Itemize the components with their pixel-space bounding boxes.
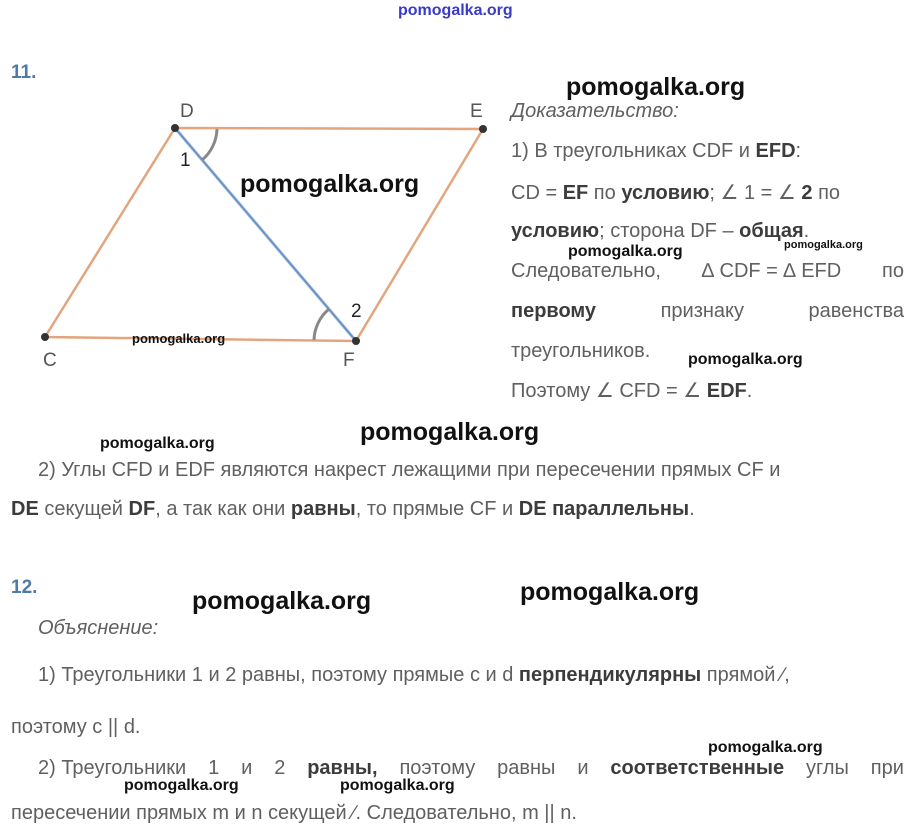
parallelogram-figure: [0, 95, 500, 385]
proof-line-6: треугольников.: [511, 340, 651, 362]
watermark: pomogalka.org: [568, 243, 683, 260]
label-angle-2: 2: [351, 301, 362, 322]
proof-step-1: 1) В треугольниках CDF и EFD:: [511, 140, 802, 162]
explanation-p2-line-2: пересечении прямых m и n секущей ∕. Следовательно, m || n.: [11, 802, 577, 824]
explanation-title: Объяснение:: [38, 617, 159, 639]
watermark: pomogalka.org: [566, 73, 746, 101]
proof-title: Доказательство:: [511, 100, 679, 122]
watermark: pomogalka.org: [360, 418, 540, 446]
watermark: pomogalka.org: [708, 739, 823, 756]
watermark: pomogalka.org: [192, 587, 372, 615]
point-f: [352, 337, 360, 345]
point-e: [479, 125, 487, 133]
watermark: pomogalka.org: [340, 777, 455, 794]
proof-line-4: Следовательно, ∆ CDF = ∆ EFD по: [511, 260, 904, 282]
explanation-p1-line-2: поэтому c || d.: [11, 716, 141, 738]
proof-line-5: первому признаку равенства: [511, 300, 904, 322]
task-11-number: 11.: [11, 62, 37, 83]
watermark-top: pomogalka.org: [398, 2, 513, 19]
step-2-line-2: DE секущей DF, а так как они равны, то прямые CF и DE параллельны.: [11, 498, 695, 520]
proof-line-3: условию; сторона DF – общая.: [511, 220, 810, 242]
watermark: pomogalka.org: [132, 331, 226, 346]
watermark: pomogalka.org: [100, 435, 215, 452]
explanation-p1-line-1: 1) Треугольники 1 и 2 равны, поэтому прямые c и d перпендикулярны прямой ∕,: [38, 664, 790, 686]
proof-conclusion: Поэтому ∠ CFD = ∠ EDF.: [511, 380, 753, 402]
label-angle-1: 1: [180, 150, 191, 171]
label-e: E: [470, 101, 483, 122]
point-c: [41, 333, 49, 341]
watermark: pomogalka.org: [520, 578, 700, 606]
point-d: [171, 124, 179, 132]
watermark: pomogalka.org: [124, 777, 239, 794]
angle-1-arc: [202, 129, 217, 160]
watermark: pomogalka.org: [688, 351, 803, 368]
label-d: D: [180, 101, 194, 122]
angle-2-arc: [314, 309, 329, 340]
watermark: pomogalka.org: [240, 170, 420, 198]
label-f: F: [343, 350, 355, 371]
label-c: C: [43, 350, 57, 371]
step-2-line-1: 2) Углы CFD и EDF являются накрест лежащими при пересечении прямых CF и: [38, 459, 781, 481]
watermark: pomogalka.org: [784, 239, 863, 251]
explanation-p2-line-1: 2) Треугольники 1 и 2 равны, поэтому равны и соответственные углы при: [38, 757, 904, 779]
task-12-number: 12.: [11, 577, 38, 598]
proof-line-2: CD = EF по условию; ∠ 1 = ∠ 2 по: [511, 182, 841, 204]
